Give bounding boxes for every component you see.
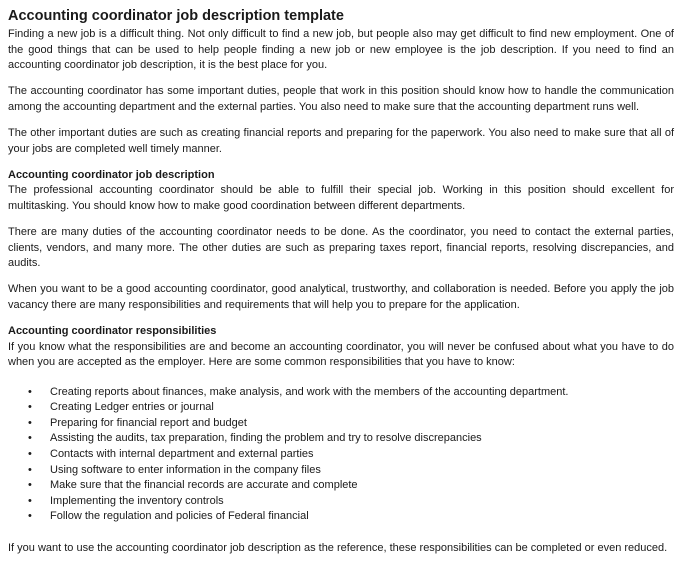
bullet-icon: • bbox=[28, 463, 32, 476]
list-item bbox=[8, 478, 674, 494]
list-item-text: Preparing for financial report and budget bbox=[50, 416, 247, 429]
list-item-text: Contacts with internal department and external parties bbox=[50, 448, 314, 461]
bullet-icon: • bbox=[28, 479, 32, 492]
closing-paragraph: If you want to use the accounting coordinator job description as the reference, these responsibilities can be completed or even reduced. bbox=[8, 542, 668, 555]
responsibilities-list bbox=[8, 385, 674, 525]
bullet-icon: • bbox=[28, 416, 32, 429]
document-title: Accounting coordinator job description template bbox=[8, 8, 344, 24]
job-description-paragraph-2: There are many duties of the accounting coordinator needs to be done. As the coordinator, you need to contact the external parties, clients, vendors, and many more. The other duties are such as preparing taxes report, financial reports, resolving discrepancies, and audits. bbox=[8, 225, 674, 270]
intro-paragraph-3: The other important duties are such as creating financial reports and preparing for the paperwork. You also need to make sure that all of your jobs are completed well timely manner. bbox=[8, 126, 674, 155]
list-item bbox=[8, 494, 674, 510]
list-item-text: Follow the regulation and policies of Federal financial bbox=[50, 510, 309, 523]
bullet-icon: • bbox=[28, 432, 32, 445]
bullet-icon: • bbox=[28, 448, 32, 461]
list-item bbox=[8, 463, 674, 479]
responsibilities-intro: If you know what the responsibilities are and become an accounting coordinator, you will never be confused about what you have to do when you are accepted as the employer. Here are some common responsibilities that you have to know: bbox=[8, 340, 674, 369]
list-item bbox=[8, 431, 674, 447]
job-description-paragraph-1: The professional accounting coordinator should be able to fulfill their special job. Working in this position should excellent for multitasking. You should know how to make good coordination between different departments. bbox=[8, 184, 674, 212]
job-description-paragraph-3: When you want to be a good accounting coordinator, good analytical, trustworthy, and collaboration is needed. Before you apply the job vacancy there are many responsibilities and requirements that will help you to prepare for the application. bbox=[8, 283, 674, 311]
list-item bbox=[8, 447, 674, 463]
intro-paragraph-1: Finding a new job is a difficult thing. Not only difficult to find a new job, but people also may get difficult to find new employment. One of the good things that can be used to help people finding a new job or new employee is the job description. If you need to find an accounting coordinator job description, it is the best place for you. bbox=[8, 28, 674, 72]
list-item-text: Make sure that the financial records are accurate and complete bbox=[50, 479, 358, 492]
section-heading-responsibilities: Accounting coordinator responsibilities bbox=[8, 324, 217, 337]
section-heading-job-description: Accounting coordinator job description bbox=[8, 168, 215, 181]
bullet-icon: • bbox=[28, 385, 32, 398]
list-item-text: Creating Ledger entries or journal bbox=[50, 401, 214, 414]
list-item bbox=[8, 416, 674, 432]
intro-paragraph-2: The accounting coordinator has some important duties, people that work in this position should know how to handle the communication among the accounting department and the external parties. You also need to make sure that the accounting department runs well. bbox=[8, 85, 674, 113]
list-item-text: Assisting the audits, tax preparation, finding the problem and try to resolve discrepancies bbox=[50, 432, 482, 445]
list-item bbox=[8, 400, 674, 416]
bullet-icon: • bbox=[28, 510, 32, 523]
bullet-icon: • bbox=[28, 494, 32, 507]
list-item-text: Implementing the inventory controls bbox=[50, 494, 224, 507]
list-item-text: Using software to enter information in the company files bbox=[50, 463, 321, 476]
list-item bbox=[8, 385, 674, 401]
list-item bbox=[8, 509, 674, 525]
list-item-text: Creating reports about finances, make analysis, and work with the members of the accounting department. bbox=[50, 385, 569, 398]
document-page bbox=[8, 8, 674, 557]
bullet-icon: • bbox=[28, 401, 32, 414]
